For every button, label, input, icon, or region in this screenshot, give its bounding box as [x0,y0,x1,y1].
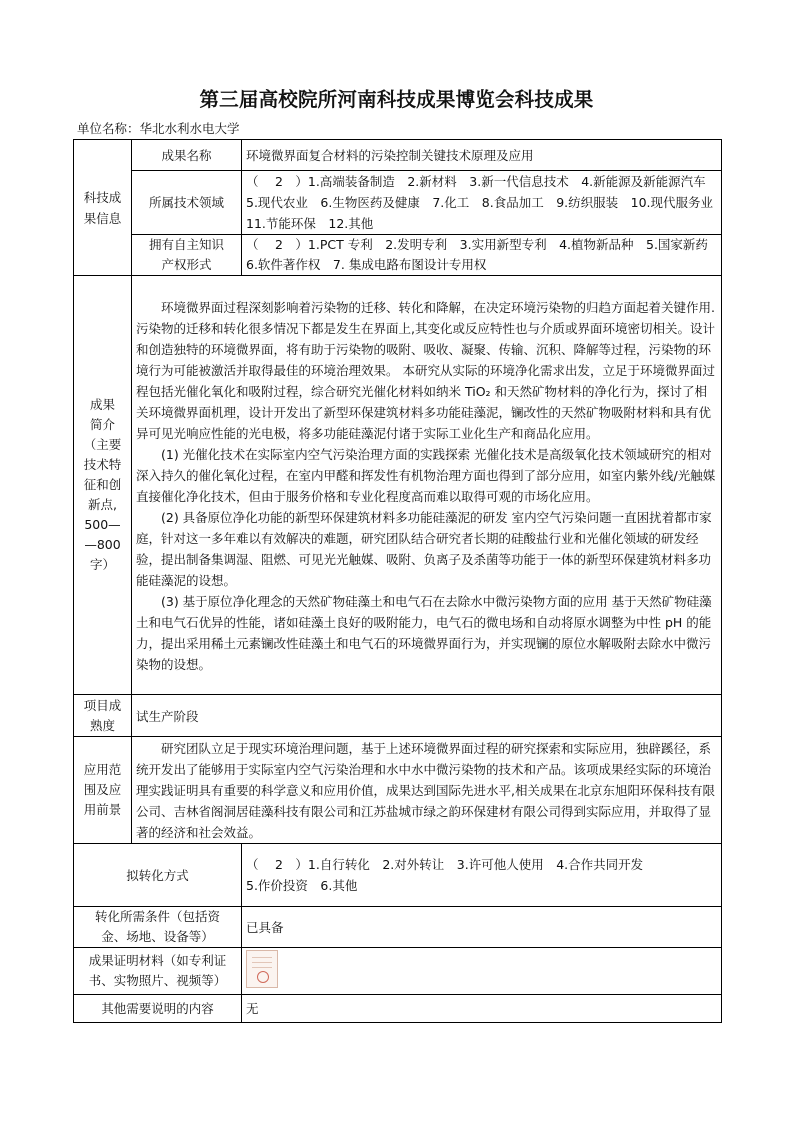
transfer-value: （ 2 ）1.自行转化 2.对外转让 3.许可他人使用 4.合作共同开发 5.作价投资 6.其他 [242,844,722,907]
intro-paragraph-1: 环境微界面过程深刻影响着污染物的迁移、转化和降解，在决定环境污染物的归趋方面起着关键作用. 污染物的迁移和转化很多情况下都是发生在界面上,其变化或反应特性也与介质或界面环境密切相关。设计和创造独特的环境微界面，将有助于污染物的吸附、吸收、凝聚、传输、沉积、降解等过程，污染物的环境行为可能被激活并取得最佳的环境治理效果。 本研究从实际的环境净化需求出发，立足于环境微界面过程包括光催化氧化和吸附过程，综合研究光催化材料如纳米 TiO₂ 和天然矿物材料的净化行为，探讨了相关环境微界面机理，设计开发出了新型环保建筑材料多功能硅藻泥，镧改性的天然矿物吸附材料和具有优异可见光响应性能的光电极，将多功能硅藻泥付诸于实际工业化生产和商品化应用。 [136,299,715,441]
unit-name: 华北水利水电大学 [139,121,240,136]
row-maturity [74,695,722,737]
section-intro: 成果 简介 （主要 技术特 征和创 新点, 500— —800 字） [74,276,132,695]
other-value: 无 [242,995,722,1023]
unit-line [77,119,240,137]
certificate-thumbnail-icon[interactable] [246,950,278,988]
intro-paragraph-4: (3) 基于原位净化理念的天然矿物硅藻土和电气石在去除水中微污染物方面的应用 基于天然矿物硅藻土和电气石优异的性能，诸如硅藻土良好的吸附能力，电气石的微电场和自动将原水调整为中性 pH 的能力，提出采用稀土元素镧改性硅藻土和电气石的环境微界面行为，并实现镧的原位水解吸附去除水中微污染物的设想。 [136,593,712,672]
section-application: 应用范 围及应 用前景 [74,737,132,844]
achievement-table [73,139,726,1023]
section-maturity: 项目成 熟度 [74,695,132,737]
row-name [74,140,722,171]
proof-label: 成果证明材料（如专利证 书、实物照片、视频等） [74,948,242,995]
transfer-label: 拟转化方式 [74,844,242,907]
application-paragraph: 研究团队立足于现实环境治理问题，基于上述环境微界面过程的研究探索和实际应用，独辟蹊径，系统开发出了能够用于实际室内空气污染治理和水中水中微污染物的技术和产品。该项成果经实际的环境治理实践证明具有重要的科学意义和应用价值，成果达到国际先进水平,相关成果在北京东旭阳环保科技有限公司、吉林省阁洞居硅藻科技有限公司和江苏盐城市绿之韵环保建材有限公司得到实际应用，并取得了显著的经济和社会效益。 [136,741,715,840]
name-label: 成果名称 [132,140,242,171]
ip-label: 拥有自主知识 产权形式 [132,235,242,276]
other-label: 其他需要说明的内容 [74,995,242,1023]
proof-value [242,948,722,995]
row-ip [74,235,722,276]
name-value: 环境微界面复合材料的污染控制关键技术原理及应用 [242,140,722,171]
ip-value: （ 2 ）1.PCT 专利 2.发明专利 3.实用新型专利 4.植物新品种 5.国家新药 6.软件著作权 7. 集成电路布图设计专用权 [242,235,722,276]
row-application [74,737,722,844]
conditions-value: 已具备 [242,907,722,948]
intro-paragraph-2: (1) 光催化技术在实际室内空气污染治理方面的实践探索 光催化技术是高级氧化技术领域研究的相对深入持久的催化氧化过程，在室内甲醛和挥发性有机物治理方面也得到了部分应用，如室内紫外线/光触媒直接催化净化技术，但由于服务价格和专业化程度高而难以取得可观的市场化应用。 [136,446,716,504]
row-conditions [74,907,722,948]
unit-label: 单位名称： [77,121,140,136]
conditions-label: 转化所需条件（包括资 金、场地、设备等） [74,907,242,948]
row-proof [74,948,722,995]
intro-content [132,276,722,695]
application-content [132,737,722,844]
document-title: 第三届高校院所河南科技成果博览会科技成果 [199,88,594,111]
row-other [74,995,722,1023]
row-intro [74,276,722,695]
field-value: （ 2 ）1.高端装备制造 2.新材料 3.新一代信息技术 4.新能源及新能源汽车 5.现代农业 6.生物医药及健康 7.化工 8.食品加工 9.纺织服装 10.现代服务业 11.节能环保 12.其他 [242,171,722,235]
row-field [74,171,722,235]
section-tech-info: 科技成 果信息 [74,140,132,276]
maturity-value: 试生产阶段 [132,695,722,737]
intro-paragraph-3: (2) 具备原位净化功能的新型环保建筑材料多功能硅藻泥的研发 室内空气污染问题一直困扰着都市家庭，针对这一多年难以有效解决的难题，研究团队结合研究者长期的硅酸盐行业和光催化领域的研发经验，提出制备集调湿、阻燃、可见光光触媒、吸附、负离子及杀菌等功能于一体的新型环保建筑材料多功能硅藻泥的设想。 [136,509,712,588]
row-transfer [74,844,722,907]
field-label: 所属技术领域 [132,171,242,235]
